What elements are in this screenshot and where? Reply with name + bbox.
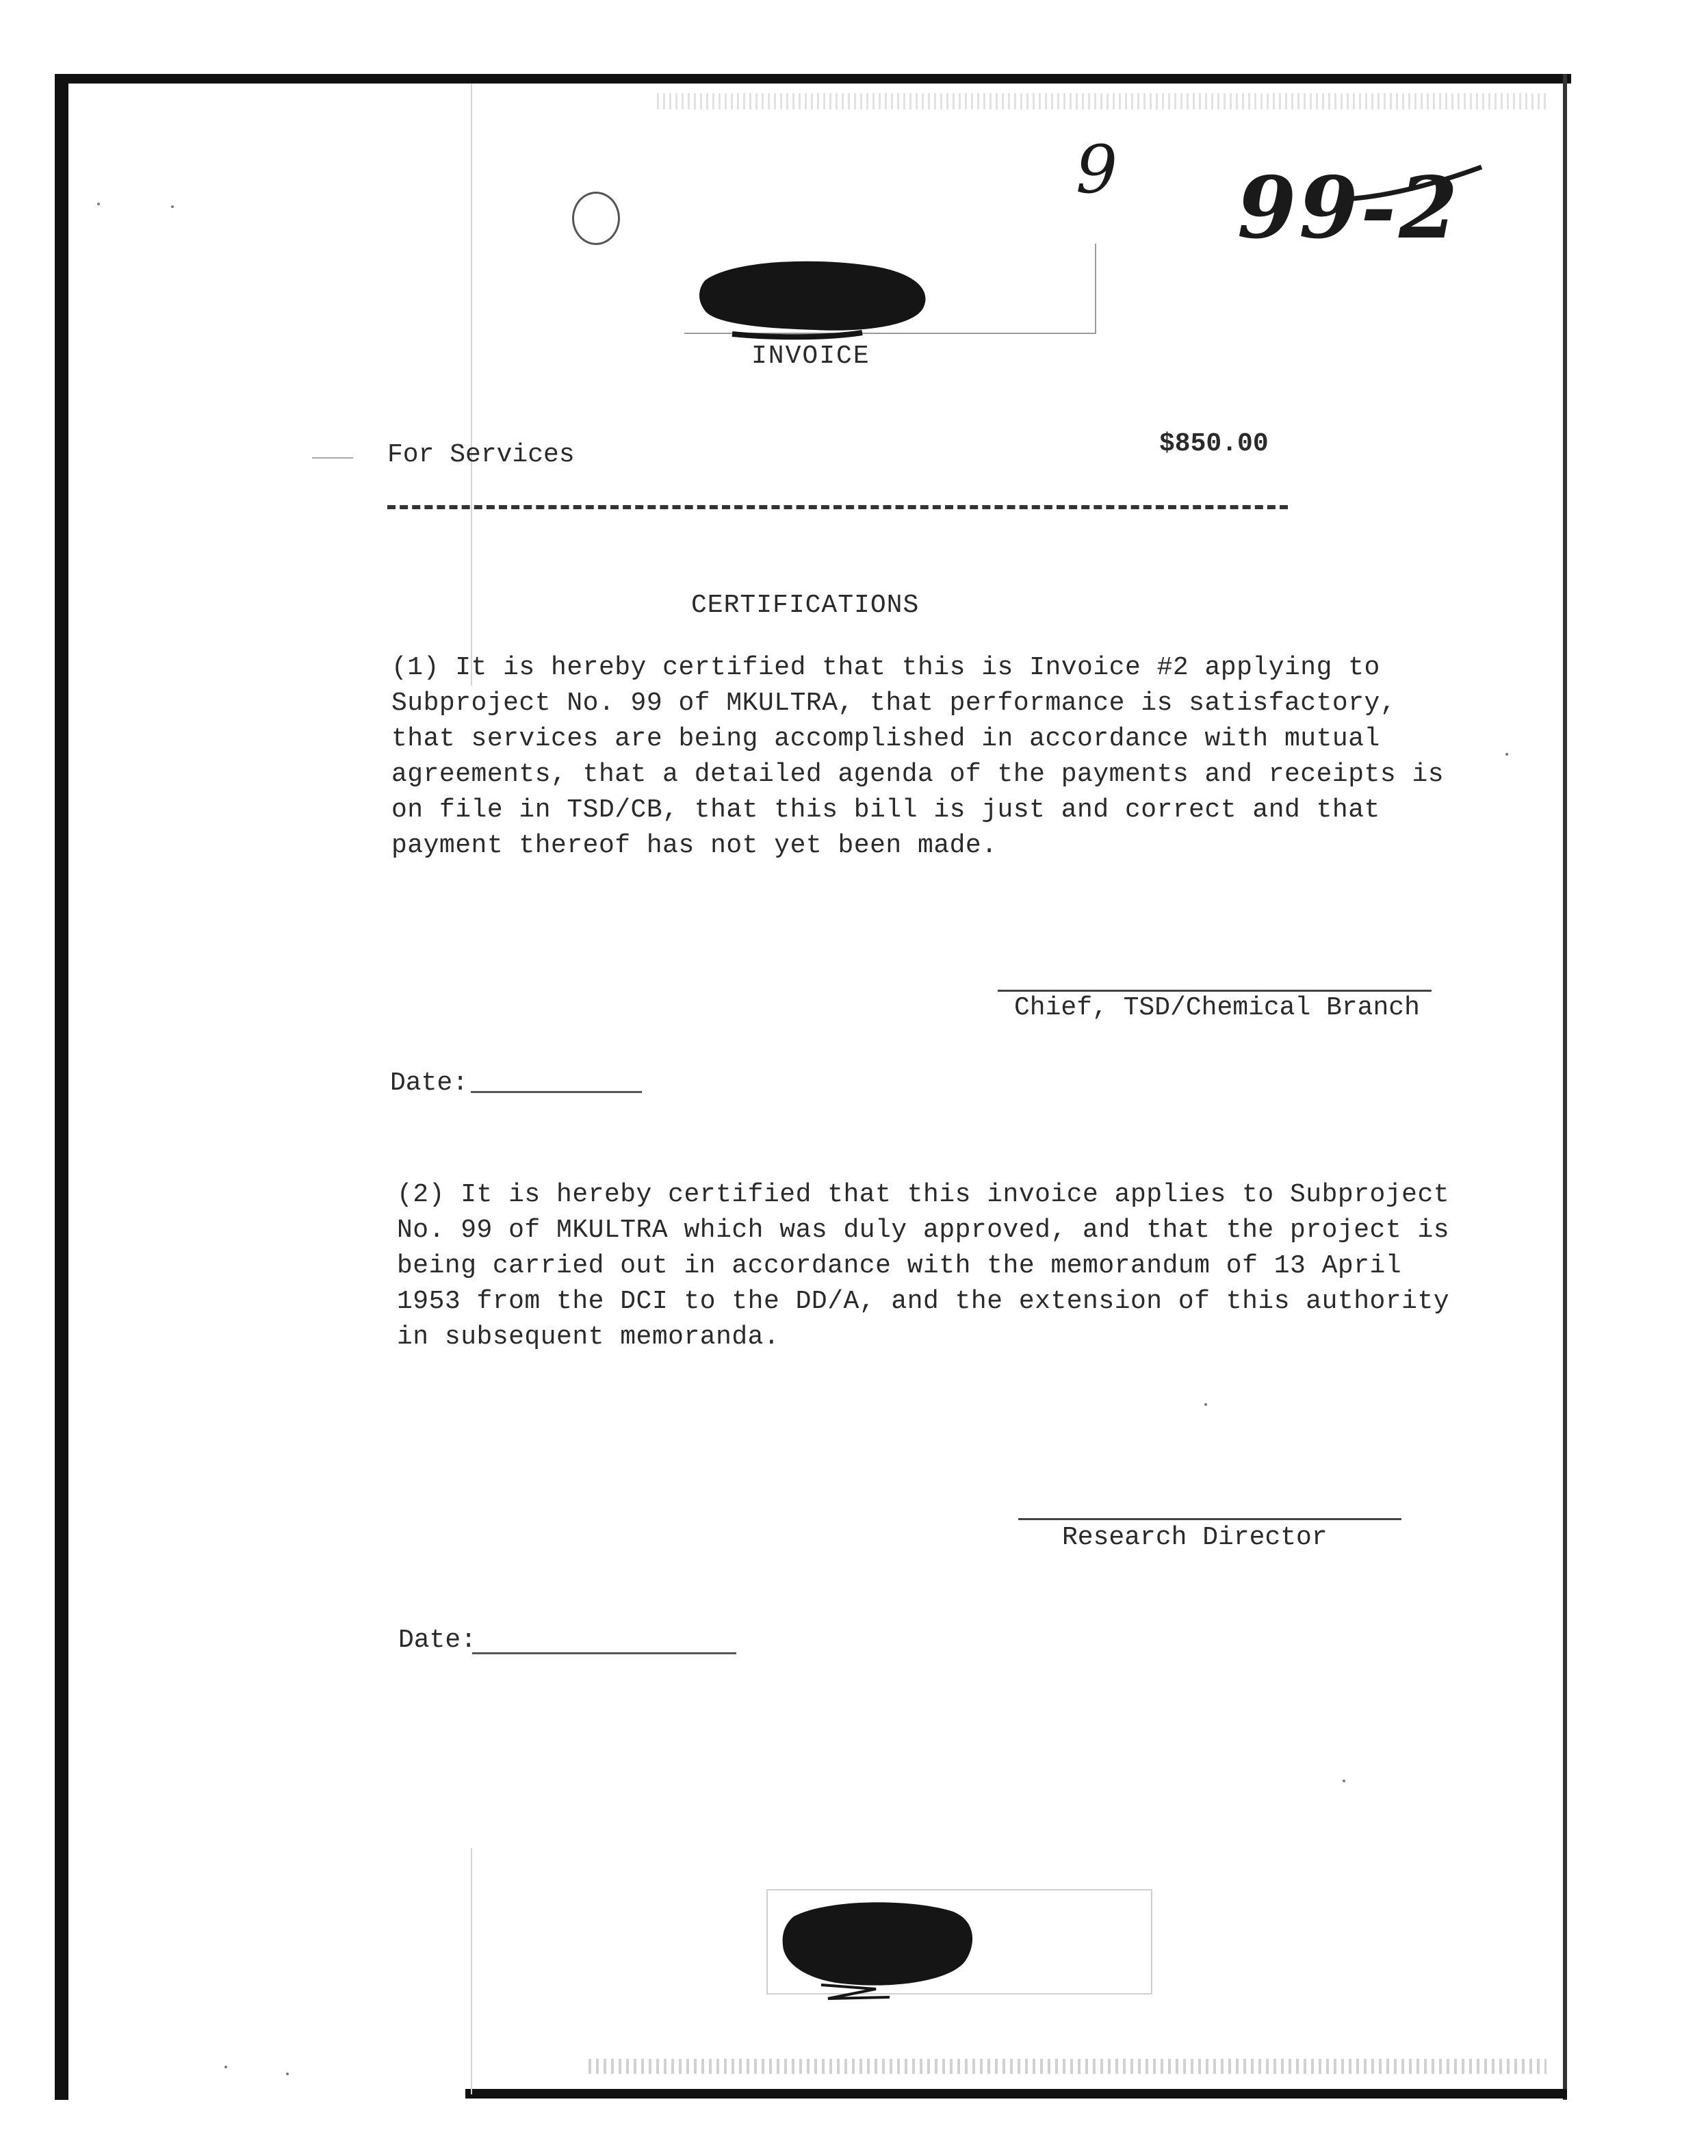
- scan-speck: [97, 203, 100, 205]
- handwritten-reference-number: 99-2: [1237, 159, 1461, 258]
- scan-border-top: [55, 74, 1571, 84]
- hole-punch-circle: [572, 192, 620, 245]
- scan-border-right: [1563, 74, 1567, 2100]
- scan-smudge-top: [657, 93, 1547, 110]
- handwritten-page-mark: 9: [1076, 131, 1118, 208]
- document-title: INVOICE: [751, 342, 870, 371]
- signature-title-1: Chief, TSD/Chemical Branch: [1014, 993, 1420, 1023]
- certification-2-text: (2) It is hereby certified that this invoice applies to Subproject No. 99 of MKULTRA which was duly approved, and that the project is being carried out in accordance with the memorandum of 13 April 1953 from the DCI to the DD/A, and the extension of this authority in subsequent memoranda.: [397, 1180, 1450, 1352]
- date-label-2: Date:: [398, 1626, 477, 1655]
- redaction-blot-top: [691, 253, 937, 342]
- scan-fold-line-top: [471, 84, 472, 686]
- certification-1-text: (1) It is hereby certified that this is Invoice #2 applying to Subproject No. 99 of MKULTRA, that performance is satisfactory, that services are being accomplished in accordance with mutual agreements, that a detailed agenda of the payments and receipts is on file in TSD/CB, that this bill is just and correct and that payment thereof has not yet been made.: [391, 653, 1445, 860]
- date-field-line-2: [472, 1652, 736, 1654]
- date-field-line-1: [471, 1091, 642, 1093]
- scan-border-left: [55, 74, 68, 2100]
- scan-speck: [1343, 1780, 1345, 1782]
- redaction-blot-bottom: [773, 1896, 979, 2005]
- certifications-heading: CERTIFICATIONS: [691, 591, 920, 620]
- scan-speck: [1204, 1403, 1207, 1406]
- scan-speck: [224, 2066, 227, 2068]
- date-label-1: Date:: [390, 1068, 469, 1098]
- scan-speck: [286, 2072, 289, 2075]
- handwritten-underline-stroke: [1341, 162, 1485, 209]
- margin-line: [312, 457, 353, 459]
- scan-speck: [1505, 753, 1508, 756]
- scan-smudge-bottom: [588, 2059, 1547, 2074]
- scan-fold-line-bottom: [471, 1848, 472, 2094]
- line-item-label: For Services: [387, 440, 575, 470]
- signature-line-2: [1018, 1518, 1401, 1520]
- scan-border-bottom: [465, 2089, 1567, 2099]
- scan-speck: [171, 205, 174, 208]
- dashed-separator: [387, 505, 1288, 509]
- line-item-amount: $850.00: [1159, 429, 1269, 459]
- signature-title-2: Research Director: [1062, 1523, 1328, 1552]
